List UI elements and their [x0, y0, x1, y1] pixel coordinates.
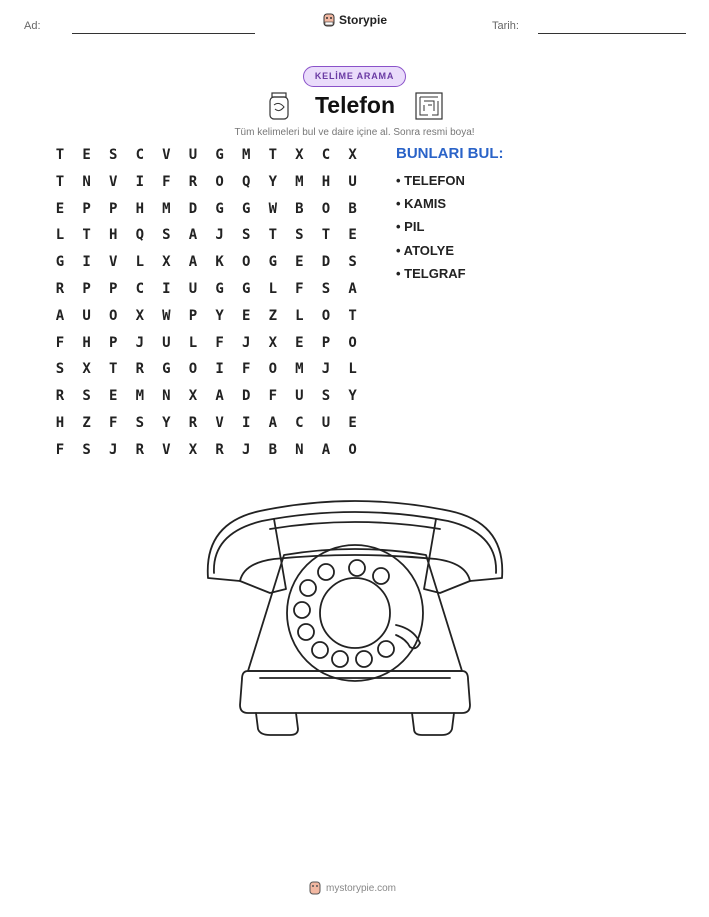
grid-letter[interactable]: C [135, 281, 145, 297]
brand-name: Storypie [339, 13, 388, 27]
grid-letter[interactable]: X [188, 388, 198, 405]
grid-letter[interactable]: B [348, 200, 357, 217]
grid-letter[interactable]: N [295, 441, 304, 458]
grid-letter[interactable]: P [82, 281, 91, 297]
grid-letter[interactable]: J [241, 334, 251, 351]
grid-letter[interactable]: X [188, 441, 198, 458]
grid-letter[interactable]: F [108, 415, 118, 431]
grid-letter[interactable]: M [135, 388, 145, 405]
grid-letter[interactable]: F [215, 334, 224, 351]
grid-letter[interactable]: U [295, 388, 304, 405]
grid-letter[interactable]: U [188, 281, 198, 297]
grid-letter[interactable]: G [55, 254, 65, 271]
grid-letter[interactable]: O [108, 307, 118, 324]
grid-letter[interactable]: S [321, 281, 331, 297]
grid-letter[interactable]: L [55, 227, 65, 244]
grid-letter[interactable]: V [162, 441, 171, 458]
grid-letter[interactable]: Y [348, 388, 357, 405]
grid-letter[interactable]: E [241, 307, 251, 324]
grid-letter[interactable]: E [348, 415, 357, 431]
grid-letter[interactable]: V [215, 415, 224, 431]
grid-letter[interactable]: A [268, 415, 278, 431]
grid-letter[interactable]: R [215, 441, 224, 458]
grid-letter[interactable]: T [321, 227, 331, 244]
grid-letter[interactable]: U [348, 173, 357, 190]
grid-letter[interactable]: G [215, 200, 224, 217]
word-item: • ATOLYE [396, 243, 455, 258]
grid-letter[interactable]: S [82, 388, 91, 405]
grid-letter[interactable]: L [268, 281, 278, 297]
grid-letter[interactable]: A [55, 307, 65, 324]
grid-letter[interactable]: G [241, 200, 251, 217]
grid-letter[interactable]: G [241, 281, 251, 297]
grid-letter[interactable]: G [215, 281, 224, 297]
grid-letter[interactable]: S [295, 227, 304, 244]
grid-letter[interactable]: R [55, 281, 65, 297]
footer-url: mystorypie.com [326, 882, 397, 894]
grid-letter[interactable]: C [321, 147, 331, 163]
grid-letter[interactable]: S [108, 147, 118, 163]
grid-letter[interactable]: W [268, 200, 278, 217]
instructions: Tüm kelimeleri bul ve daire içine al. Sonra resmi boya! [234, 127, 475, 138]
grid-letter[interactable]: C [295, 415, 304, 431]
grid-letter[interactable]: P [321, 334, 331, 351]
grid-letter[interactable]: V [108, 173, 118, 190]
grid-letter[interactable]: M [241, 147, 251, 163]
brand-logo [322, 12, 387, 28]
date-line [538, 33, 686, 34]
grid-letter[interactable]: H [82, 334, 91, 351]
grid-letter[interactable]: J [321, 361, 331, 378]
grid-letter[interactable]: H [108, 227, 118, 244]
grid-letter[interactable]: I [82, 254, 91, 271]
grid-letter[interactable]: U [321, 415, 331, 431]
grid-letter[interactable]: O [268, 361, 278, 378]
grid-letter[interactable]: K [215, 254, 224, 271]
grid-letter[interactable]: B [268, 441, 278, 458]
grid-letter[interactable]: S [162, 227, 171, 244]
grid-letter[interactable]: S [135, 415, 145, 431]
rotary-telephone-illustration [200, 493, 510, 748]
grid-letter[interactable]: J [241, 441, 251, 458]
word-item: • TELGRAF [396, 266, 466, 281]
grid-letter[interactable]: F [55, 441, 65, 458]
storypie-mascot-icon [322, 12, 336, 28]
grid-letter[interactable]: M [295, 361, 304, 378]
grid-letter[interactable]: H [135, 200, 145, 217]
grid-letter[interactable]: F [241, 361, 251, 378]
grid-letter[interactable]: I [135, 173, 145, 190]
grid-letter[interactable]: S [321, 388, 331, 405]
grid-letter[interactable]: Z [268, 307, 278, 324]
grid-letter[interactable]: Y [215, 307, 224, 324]
grid-letter[interactable]: I [241, 415, 251, 431]
grid-letter[interactable]: O [348, 441, 357, 458]
grid-letter[interactable]: X [268, 334, 278, 351]
grid-letter[interactable]: Q [241, 173, 251, 190]
maze-icon [414, 91, 444, 121]
grid-letter[interactable]: O [321, 307, 331, 324]
grid-letter[interactable]: L [135, 254, 145, 271]
grid-letter[interactable]: S [241, 227, 251, 244]
grid-letter[interactable]: E [295, 334, 304, 351]
grid-letter[interactable]: R [188, 173, 198, 190]
grid-letter[interactable]: S [55, 361, 65, 378]
grid-letter[interactable]: L [188, 334, 198, 351]
grid-letter[interactable]: P [108, 334, 118, 351]
grid-letter[interactable]: F [162, 173, 171, 190]
grid-letter[interactable]: T [108, 361, 118, 378]
grid-letter[interactable]: F [268, 388, 278, 405]
grid-letter[interactable]: P [188, 307, 198, 324]
grid-letter[interactable]: Y [268, 173, 278, 190]
grid-letter[interactable]: R [188, 415, 198, 431]
grid-letter[interactable]: P [108, 200, 118, 217]
grid-letter[interactable]: E [55, 200, 65, 217]
grid-letter[interactable]: U [188, 147, 198, 163]
grid-letter[interactable]: H [55, 415, 65, 431]
grid-letter[interactable]: F [295, 281, 304, 297]
grid-letter[interactable]: E [108, 388, 118, 405]
grid-letter[interactable]: Q [135, 227, 145, 244]
grid-letter[interactable]: I [215, 361, 224, 378]
grid-letter[interactable]: T [268, 147, 278, 163]
grid-letter[interactable]: H [321, 173, 331, 190]
grid-letter[interactable]: E [82, 147, 91, 163]
word-item: • PIL [396, 219, 425, 234]
grid-letter[interactable]: O [215, 173, 224, 190]
grid-letter[interactable]: B [295, 200, 304, 217]
grid-letter[interactable]: V [162, 147, 171, 163]
grid-letter[interactable]: F [55, 334, 65, 351]
grid-letter[interactable]: E [348, 227, 357, 244]
grid-letter[interactable]: X [135, 307, 145, 324]
storypie-mascot-icon [308, 880, 322, 896]
grid-letter[interactable]: X [295, 147, 304, 163]
grid-letter[interactable]: A [188, 254, 198, 271]
grid-letter[interactable]: X [82, 361, 91, 378]
grid-letter[interactable]: T [55, 147, 65, 163]
grid-letter[interactable]: J [108, 441, 118, 458]
grid-letter[interactable]: L [295, 307, 304, 324]
name-line [72, 33, 255, 34]
word-item: • TELEFON [396, 173, 465, 188]
grid-letter[interactable]: C [135, 147, 145, 163]
grid-letter[interactable]: A [348, 281, 357, 297]
grid-letter[interactable]: A [215, 388, 224, 405]
grid-letter[interactable]: D [321, 254, 331, 271]
grid-letter[interactable]: P [82, 200, 91, 217]
grid-letter[interactable]: M [295, 173, 304, 190]
grid-letter[interactable]: L [348, 361, 357, 378]
grid-letter[interactable]: A [188, 227, 198, 244]
word-item: • KAMIS [396, 196, 447, 211]
grid-letter[interactable]: T [348, 307, 357, 324]
word-list-title: BUNLARI BUL: [396, 145, 504, 162]
grid-letter[interactable]: U [82, 307, 91, 324]
grid-letter[interactable]: T [82, 227, 91, 244]
footer [308, 880, 396, 896]
grid-letter[interactable]: R [135, 441, 145, 458]
grid-letter[interactable]: N [82, 173, 91, 190]
grid-letter[interactable]: Z [82, 415, 91, 431]
grid-letter[interactable]: S [82, 441, 91, 458]
grid-letter[interactable]: N [162, 388, 171, 405]
grid-letter[interactable]: A [321, 441, 331, 458]
name-label: Ad: [24, 20, 41, 32]
grid-letter[interactable]: O [241, 254, 251, 271]
date-label: Tarih: [492, 20, 519, 32]
grid-letter[interactable]: U [162, 334, 171, 351]
grid-letter[interactable]: X [348, 147, 357, 163]
jar-icon [268, 91, 290, 121]
grid-letter[interactable]: I [162, 281, 171, 297]
grid-letter[interactable]: V [108, 254, 118, 271]
grid-letter[interactable]: D [188, 200, 198, 217]
grid-letter[interactable]: W [162, 307, 171, 324]
grid-letter[interactable]: E [295, 254, 304, 271]
grid-letter[interactable]: S [348, 254, 357, 271]
grid-letter[interactable]: J [215, 227, 224, 244]
grid-letter[interactable]: X [162, 254, 171, 271]
grid-letter[interactable]: R [135, 361, 145, 378]
grid-letter[interactable]: G [162, 361, 171, 378]
grid-letter[interactable]: O [348, 334, 357, 351]
grid-letter[interactable]: R [55, 388, 65, 405]
page-title: Telefon [314, 92, 396, 118]
grid-letter[interactable]: T [55, 173, 65, 190]
category-badge: KELİME ARAMA [303, 66, 406, 87]
grid-letter[interactable]: T [268, 227, 278, 244]
grid-letter[interactable]: M [162, 200, 171, 217]
grid-letter[interactable]: Y [162, 415, 171, 431]
grid-letter[interactable]: D [241, 388, 251, 405]
grid-letter[interactable]: O [321, 200, 331, 217]
grid-letter[interactable]: G [268, 254, 278, 271]
grid-letter[interactable]: O [188, 361, 198, 378]
grid-letter[interactable]: G [215, 147, 224, 163]
grid-letter[interactable]: J [135, 334, 145, 351]
grid-letter[interactable]: P [108, 281, 118, 297]
